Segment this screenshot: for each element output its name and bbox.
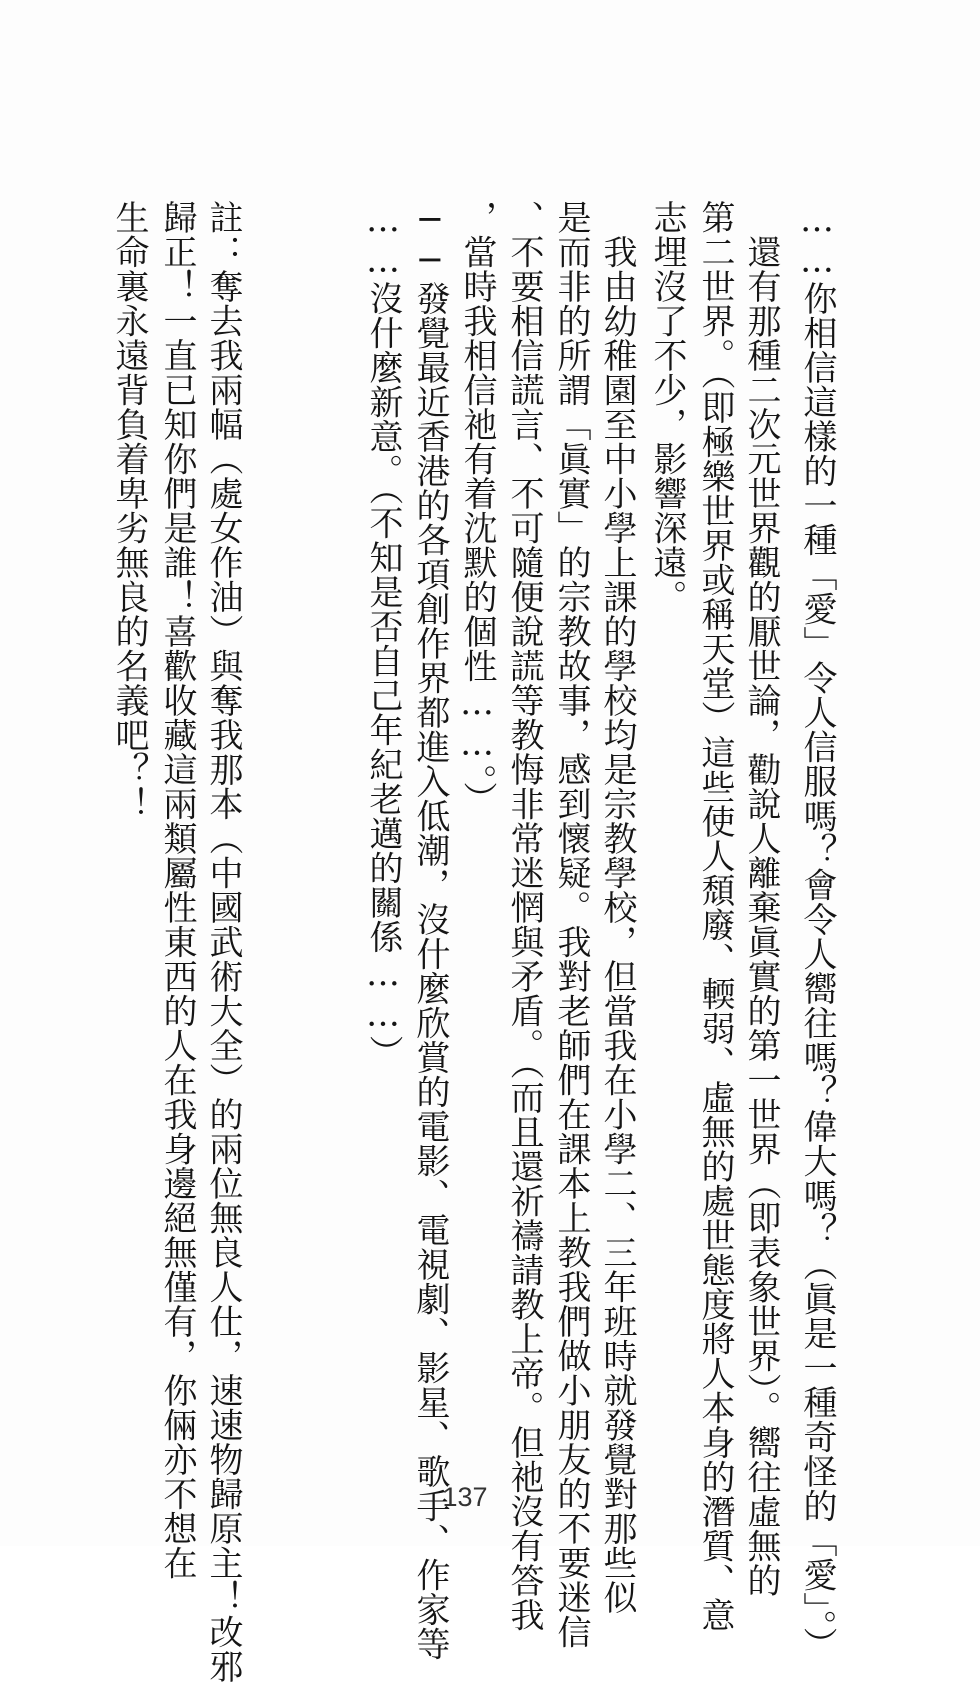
note-column-1: 註：奪去我兩幅（處女作油）與奪我那本（中國武術大全）的兩位無良人仕，速速物歸原主！改邪 xyxy=(203,200,243,1684)
page-number: 137 xyxy=(442,1482,488,1512)
note-column-2: 歸正！一直已知你們是誰！喜歡收藏這兩類屬性東西的人在我身邊絕無僅有，你倆亦不想在 xyxy=(157,200,197,1580)
text-column-2: 還有那種二次元世界觀的厭世論，勸說人離棄眞實的第一世界（即表象世界）。嚮往虛無的 xyxy=(741,200,781,1598)
note-column-3: 生命裏永遠背負着卑劣無良的名義吧？！ xyxy=(109,200,149,821)
text-column-4: 志埋沒了不少，影響深遠。 xyxy=(647,200,687,614)
text-column-10: ……沒什麼新意。（不知是否自己年紀老邁的關係……） xyxy=(363,200,403,1070)
text-column-6: 是而非的所謂「眞實」的宗教故事，感到懷疑。我對老師們在課本上教我們做小朋友的不要迷信 xyxy=(551,200,591,1649)
text-column-5: 我由幼稚園至中小學上課的學校均是宗教學校，但當我在小學二、三年班時就發覺對那些似 xyxy=(597,200,637,1615)
text-column-7: 、不要相信謊言、不可隨便說謊等教悔非常迷惘與矛盾。（而且還祈禱請教上帝。但祂沒有答我 xyxy=(504,200,544,1632)
text-column-9: ──發覺最近香港的各項創作界都進入低潮，沒什麼欣賞的電影、電視劇、影星、歌手、作家等 xyxy=(410,200,450,1661)
text-column-8: ，當時我相信祂有着沈默的個性……。） xyxy=(457,200,497,816)
text-column-1: ……你相信這樣的一種「愛」令人信服嗎？會令人嚮往嗎？偉大嗎？（眞是一種奇怪的「愛」。） xyxy=(797,200,837,1662)
text-column-3: 第二世界。（即極樂世界或稱天堂）這些使人頹廢、輭弱、虛無的處世態度將人本身的潛質、意 xyxy=(695,200,735,1632)
